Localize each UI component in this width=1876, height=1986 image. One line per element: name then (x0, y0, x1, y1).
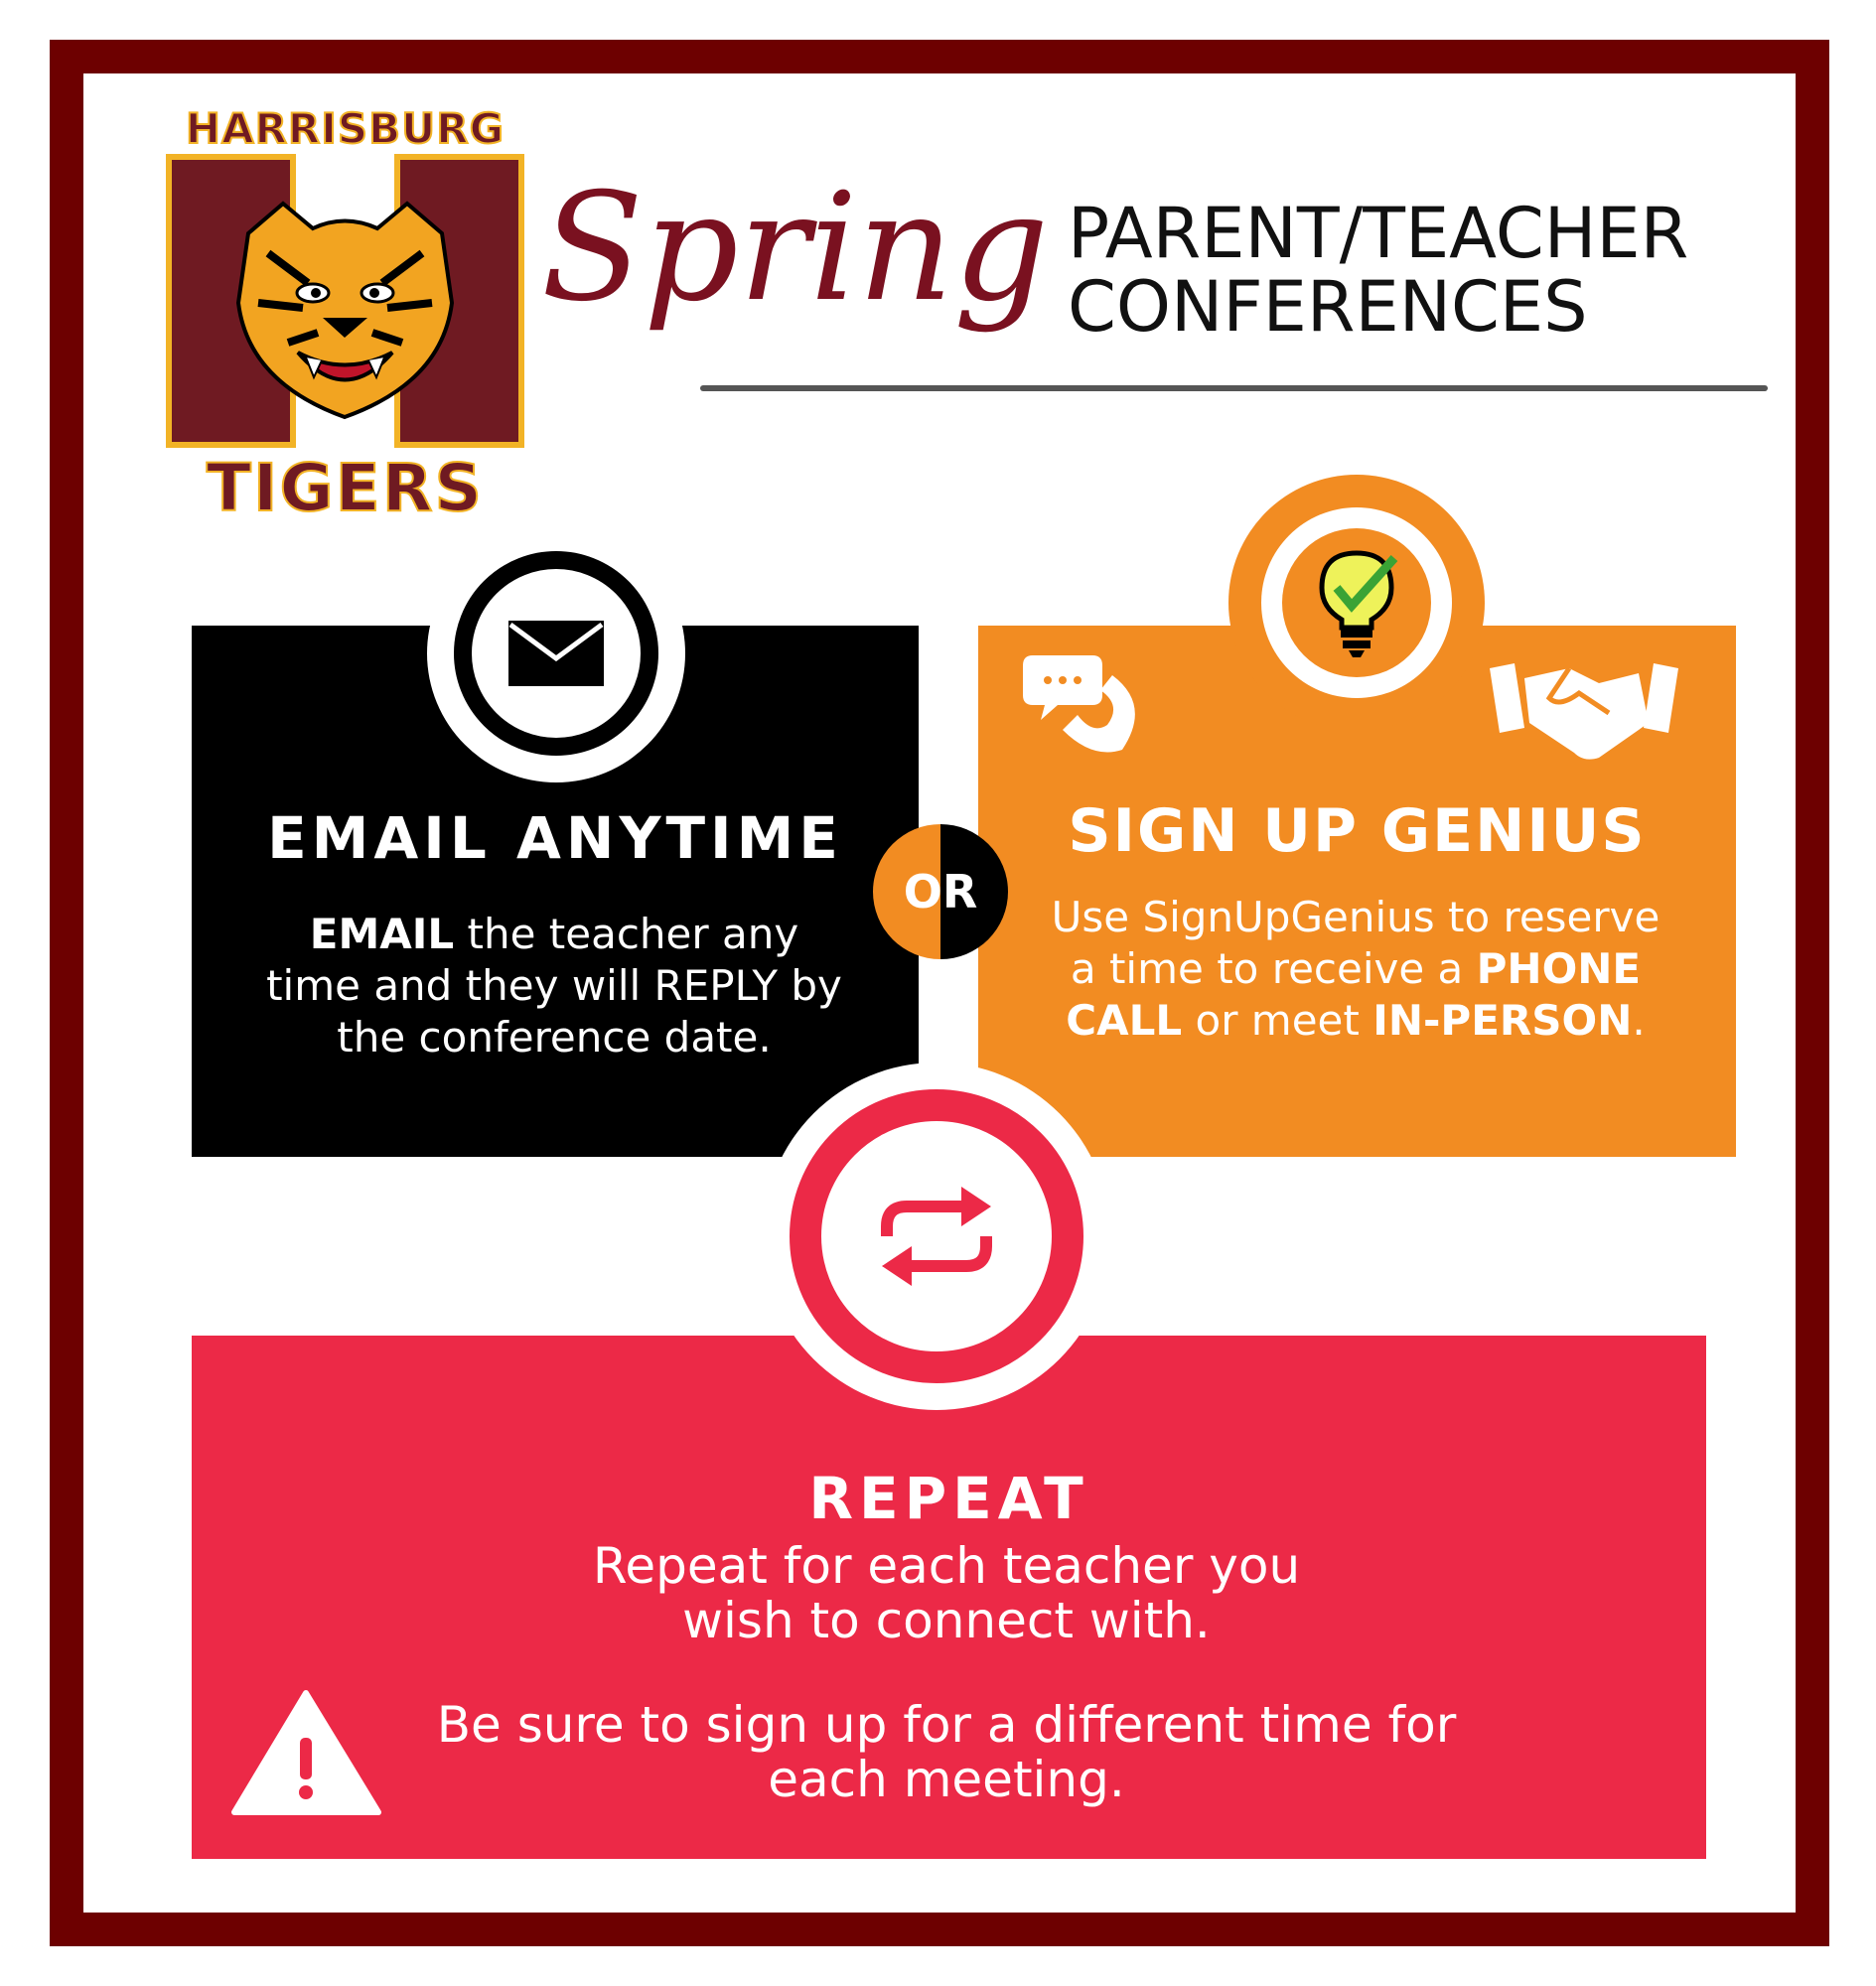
genius-card-heading: SIGN UP GENIUS (1068, 796, 1647, 866)
email-card-heading: EMAIL ANYTIME (267, 804, 843, 872)
title-divider (700, 385, 1768, 391)
tiger-head-icon (228, 194, 462, 422)
title-line-1: PARENT/TEACHER (1068, 193, 1689, 274)
page-title (1068, 193, 1689, 348)
repeat-card-warning: Be sure to sign up for a different time for each meeting. (436, 1696, 1457, 1808)
genius-body-text-3: . (1632, 996, 1646, 1045)
genius-body-text-1: Use SignUpGenius to reserve a time to receive a (1051, 893, 1660, 993)
genius-body-bold-phone: PHONE CALL (1066, 944, 1642, 1045)
envelope-icon (506, 619, 606, 688)
repeat-card-heading: REPEAT (808, 1465, 1089, 1532)
title-line-2: CONFERENCES (1068, 266, 1588, 348)
genius-body-text-2: or meet (1182, 996, 1373, 1045)
repeat-card-body: Repeat for each teacher you wish to connect with. (592, 1537, 1301, 1649)
logo-bottom-text: TIGERS (206, 450, 485, 526)
repeat-badge (763, 1063, 1110, 1410)
title-script-word: Spring (541, 162, 1050, 335)
warning-triangle-icon (229, 1688, 383, 1817)
handshake-icon (1490, 653, 1678, 763)
repeat-arrows-icon (872, 1182, 1001, 1291)
logo-top-text: HARRISBURG (185, 104, 505, 153)
genius-card-body (1048, 892, 1663, 1047)
email-card-body-text: the teacher any time and they will REPLY by the conference date. (266, 910, 842, 1062)
email-card-body-bold: EMAIL (309, 910, 455, 958)
email-card-body (261, 909, 847, 1064)
genius-body-bold-in-person: IN-PERSON (1372, 996, 1633, 1045)
phone-chat-icon (1023, 645, 1157, 760)
or-badge: OR (873, 824, 1008, 959)
lightbulb-check-icon (1307, 548, 1406, 657)
email-badge (427, 524, 685, 782)
genius-badge (1228, 475, 1485, 731)
harrisburg-tigers-logo (159, 104, 531, 526)
repeat-card (192, 1336, 1706, 1859)
